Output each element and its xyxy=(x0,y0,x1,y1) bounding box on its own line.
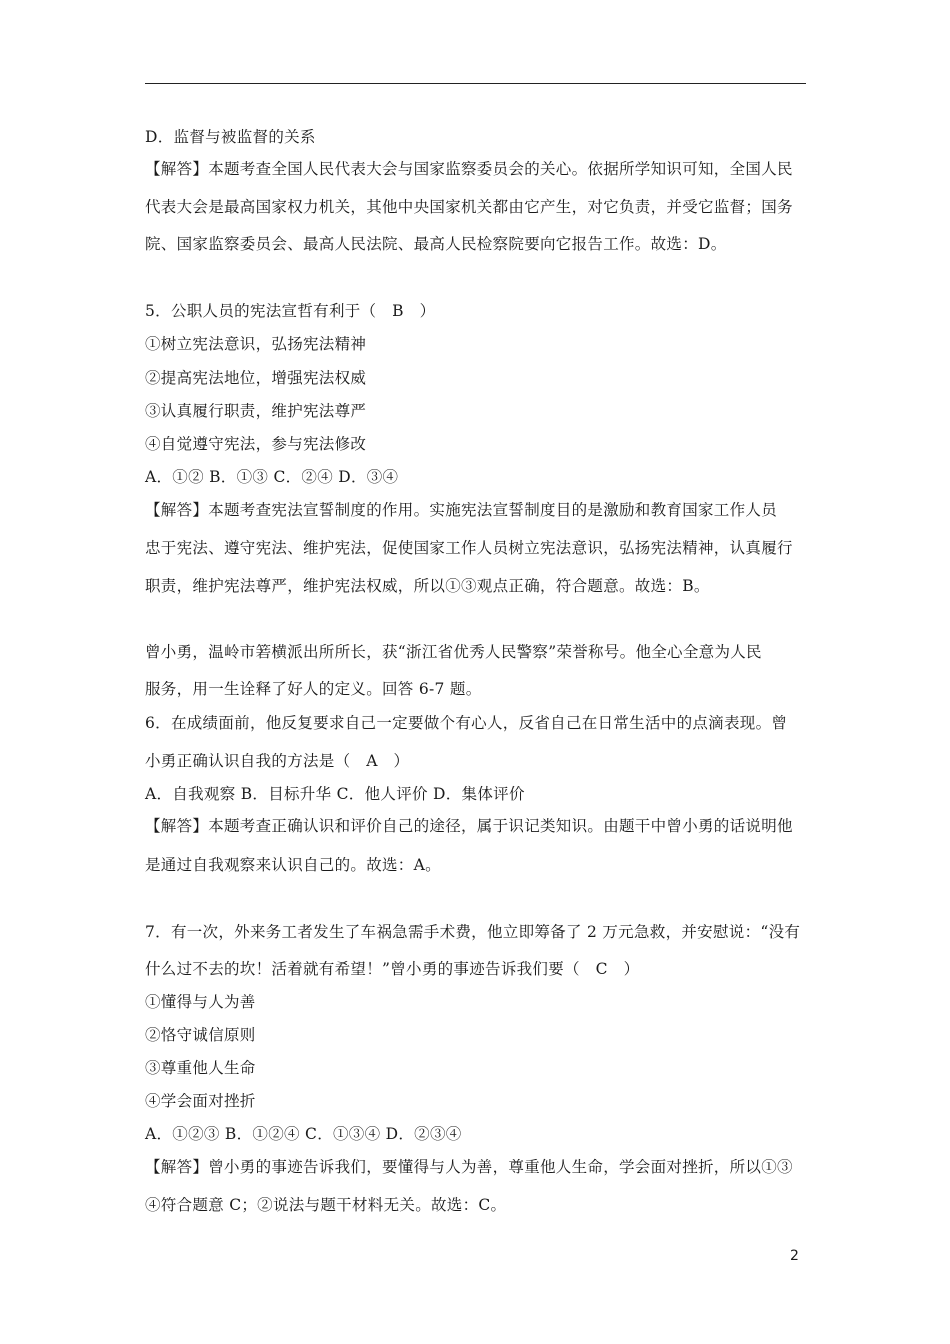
option-line: ④学会面对挫折 xyxy=(145,1092,256,1110)
text-line: 忠于宪法、遵守宪法、维护宪法，促使国家工作人员树立宪法意识，弘扬宪法精神，认真履行 xyxy=(145,539,793,557)
option-line: ③尊重他人生命 xyxy=(145,1059,256,1077)
option-line: ②恪守诚信原则 xyxy=(145,1026,256,1044)
text-line: 小勇正确认识自我的方法是（ A ） xyxy=(145,752,410,770)
text-line: 【解答】曾小勇的事迹告诉我们，要懂得与人为善，尊重他人生命，学会面对挫折，所以①③ xyxy=(145,1158,793,1176)
text-line: 院、国家监察委员会、最高人民法院、最高人民检察院要向它报告工作。故选：D。 xyxy=(145,235,727,253)
header-rule xyxy=(145,83,806,84)
text-line: 【解答】本题考查正确认识和评价自己的途径，属于识记类知识。由题干中曾小勇的话说明他 xyxy=(145,817,793,835)
text-line: ④符合题意 C；②说法与题干材料无关。故选：C。 xyxy=(145,1196,507,1214)
text-line: 什么过不去的坎！活着就有希望！”曾小勇的事迹告诉我们要（ C ） xyxy=(145,960,640,978)
option-line: ④自觉遵守宪法，参与宪法修改 xyxy=(145,435,367,453)
choices-line: A．①②③ B．①②④ C．①③④ D．②③④ xyxy=(145,1125,462,1143)
option-line: ③认真履行职责，维护宪法尊严 xyxy=(145,402,367,420)
text-line: 代表大会是最高国家权力机关，其他中央国家机关都由它产生，对它负责，并受它监督；国务 xyxy=(145,198,793,216)
text-line: 【解答】本题考查全国人民代表大会与国家监察委员会的关心。依据所学知识可知，全国人民 xyxy=(145,160,793,178)
text-line: 职责，维护宪法尊严，维护宪法权威，所以①③观点正确，符合题意。故选：B。 xyxy=(145,577,710,595)
choices-line: A．①② B．①③ C．②④ D．③④ xyxy=(145,468,399,486)
text-line: 曾小勇，温岭市箬横派出所所长，获“浙江省优秀人民警察”荣誉称号。他全心全意为人民 xyxy=(145,643,762,661)
page-number: 2 xyxy=(790,1248,799,1264)
question-5: 5．公职人员的宪法宣哲有利于（ B ） xyxy=(145,302,436,320)
option-line: ①懂得与人为善 xyxy=(145,993,256,1011)
question-6: 6．在成绩面前，他反复要求自己一定要做个有心人，反省自己在日常生活中的点滴表现。曾 xyxy=(145,714,788,732)
text-line: 【解答】本题考查宪法宣誓制度的作用。实施宪法宣誓制度目的是激励和教育国家工作人员 xyxy=(145,501,778,519)
choices-line: A．自我观察 B．目标升华 C．他人评价 D．集体评价 xyxy=(145,785,525,803)
option-line: ①树立宪法意识，弘扬宪法精神 xyxy=(145,335,367,353)
text-line: D．监督与被监督的关系 xyxy=(145,128,316,146)
question-7: 7．有一次，外来务工者发生了车祸急需手术费，他立即筹备了 2 万元急救，并安慰说：“没有 xyxy=(145,923,801,941)
option-line: ②提高宪法地位，增强宪法权威 xyxy=(145,369,367,387)
text-line: 是通过自我观察来认识自己的。故选：A。 xyxy=(145,856,441,874)
text-line: 服务，用一生诠释了好人的定义。回答 6-7 题。 xyxy=(145,680,482,698)
